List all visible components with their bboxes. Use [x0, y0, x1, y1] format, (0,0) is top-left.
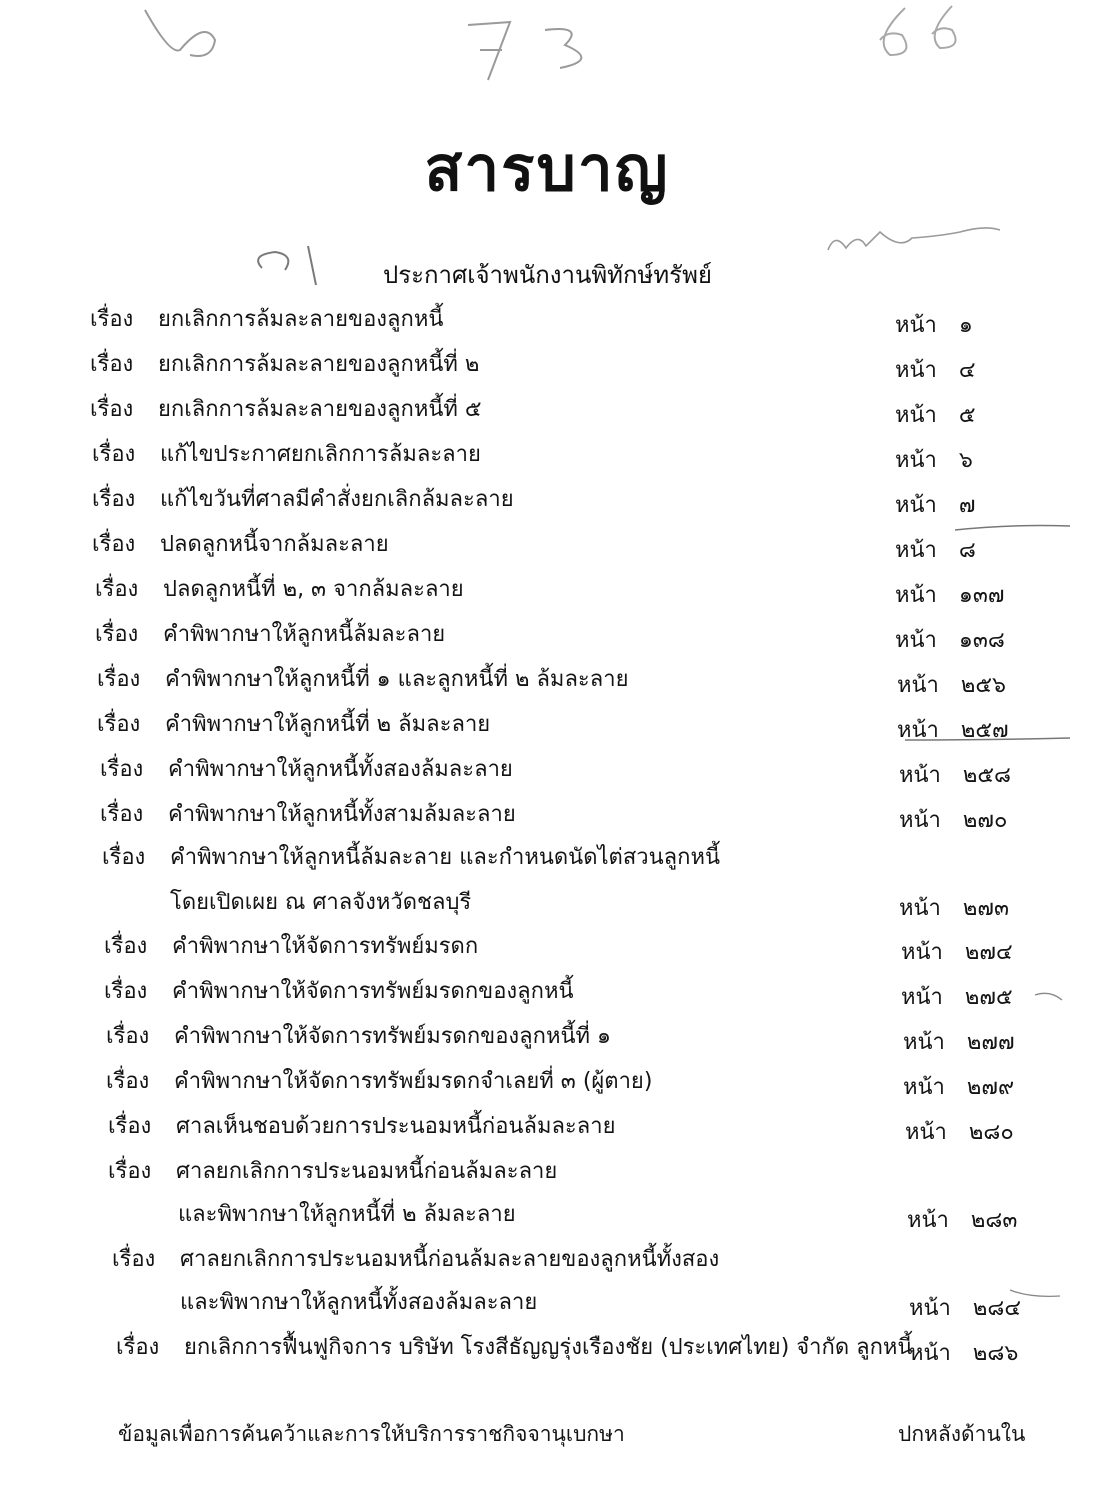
page-number: ๔ — [958, 358, 976, 383]
page-number: ๑ — [958, 313, 973, 338]
toc-entry-title: ปลดลูกหนี้ที่ ๒, ๓ จากล้มละลาย — [163, 577, 464, 602]
page-number: ๒๘๔ — [972, 1296, 1022, 1321]
page-label: หน้า — [909, 1341, 951, 1366]
toc-entry-page — [897, 716, 1019, 746]
handwritten-mark-center — [468, 22, 581, 80]
toc-entry-title: คำพิพากษาให้ลูกหนี้ล้มละลาย — [163, 622, 446, 647]
page-number: ๒๘๓ — [970, 1208, 1018, 1233]
toc-entry — [108, 1157, 557, 1187]
toc-entry-lead: เรื่อง — [100, 757, 144, 782]
handwritten-mark-right — [880, 6, 956, 55]
toc-entry — [92, 440, 481, 470]
section-heading: ประกาศเจ้าพนักงานพิทักษ์ทรัพย์ — [383, 261, 712, 289]
page-number: ๖ — [958, 448, 973, 473]
toc-entry — [104, 932, 478, 962]
toc-entry-lead: เรื่อง — [92, 442, 136, 467]
toc-entry — [97, 665, 628, 695]
toc-entry-lead: เรื่อง — [108, 1159, 152, 1184]
page-label: หน้า — [909, 1296, 951, 1321]
toc-entry-page — [899, 761, 1021, 791]
page-number: ๗ — [958, 493, 976, 518]
toc-entry-title: คำพิพากษาให้ลูกหนี้ที่ ๒ ล้มละลาย — [165, 712, 491, 737]
page-number: ๒๗๐ — [962, 808, 1008, 833]
toc-entry-page — [907, 1206, 1029, 1236]
toc-entry-lead: เรื่อง — [116, 1335, 160, 1360]
toc-entry-title: คำพิพากษาให้จัดการทรัพย์มรดก — [172, 934, 479, 959]
toc-entry-page — [895, 401, 1017, 431]
page-number: ๒๘๐ — [968, 1120, 1014, 1145]
page-number: ๑๓๘ — [958, 628, 1005, 653]
page-number: ๒๕๘ — [962, 763, 1012, 788]
page-label: หน้า — [899, 896, 941, 921]
toc-entry-page — [895, 446, 1017, 476]
toc-entry — [110, 1200, 516, 1230]
toc-entry — [92, 485, 514, 515]
toc-entry-title: แก้ไขประกาศยกเลิกการล้มละลาย — [160, 442, 481, 467]
page-label: หน้า — [901, 940, 943, 965]
toc-entry-title: ยกเลิกการล้มละลายของลูกหนี้ที่ ๒ — [158, 352, 480, 377]
toc-entry-title: ยกเลิกการฟื้นฟูกิจการ บริษัท โรงสีธัญญรุ่งเรืองชัย (ประเทศไทย) จำกัด ลูกหนี้ — [184, 1335, 913, 1360]
toc-entry-title: และพิพากษาให้ลูกหนี้ทั้งสองล้มละลาย — [180, 1290, 538, 1315]
handwritten-mark-left — [145, 10, 215, 56]
toc-entry — [112, 1288, 537, 1318]
pen-line-3 — [1035, 993, 1062, 1000]
toc-entry-lead: เรื่อง — [112, 1247, 156, 1272]
toc-entry — [100, 800, 516, 830]
toc-entry — [116, 1333, 912, 1363]
toc-entry-title: ศาลยกเลิกการประนอมหนี้ก่อนล้มละลาย — [176, 1159, 558, 1184]
toc-entry — [90, 305, 443, 335]
toc-entry-lead: เรื่อง — [90, 307, 134, 332]
page-label: หน้า — [901, 985, 943, 1010]
toc-entry-lead: เรื่อง — [95, 577, 139, 602]
handwritten-note-left — [258, 246, 316, 285]
page-number: ๒๗๗ — [966, 1030, 1015, 1055]
toc-entry — [102, 888, 471, 918]
page-label: หน้า — [899, 808, 941, 833]
toc-entry-lead: เรื่อง — [102, 845, 146, 870]
toc-entry-title: คำพิพากษาให้ลูกหนี้ทั้งสองล้มละลาย — [168, 757, 513, 782]
page-label: หน้า — [895, 313, 937, 338]
page-label: หน้า — [897, 673, 939, 698]
toc-entry-page — [895, 356, 1017, 386]
toc-entry — [102, 843, 720, 873]
toc-entry — [90, 395, 482, 425]
toc-entry-lead: เรื่อง — [95, 622, 139, 647]
toc-entry-lead — [102, 888, 170, 918]
toc-entry-title: คำพิพากษาให้ลูกหนี้ทั้งสามล้มละลาย — [168, 802, 516, 827]
page-label: หน้า — [905, 1120, 947, 1145]
toc-entry-title: โดยเปิดเผย ณ ศาลจังหวัดชลบุรี — [170, 890, 472, 915]
toc-entry-lead: เรื่อง — [92, 532, 136, 557]
page-number: ๒๗๙ — [966, 1075, 1015, 1100]
toc-entry-title: ยกเลิกการล้มละลายของลูกหนี้ — [158, 307, 444, 332]
page-number: ๒๕๗ — [960, 718, 1009, 743]
toc-entry-page — [905, 1118, 1027, 1148]
toc-entry-page — [903, 1028, 1025, 1058]
toc-entry-page — [895, 626, 1017, 656]
toc-entry-lead: เรื่อง — [106, 1069, 150, 1094]
toc-entry-page — [901, 938, 1023, 968]
toc-entry-page — [895, 536, 1017, 566]
toc-entry-lead — [112, 1288, 180, 1318]
toc-entry-lead — [110, 1200, 178, 1230]
page-label: หน้า — [897, 718, 939, 743]
page-label: หน้า — [895, 628, 937, 653]
toc-entry — [90, 350, 479, 380]
page-label: หน้า — [899, 763, 941, 788]
toc-entry-lead: เรื่อง — [104, 934, 148, 959]
toc-entry-title: แก้ไขวันที่ศาลมีคำสั่งยกเลิกล้มละลาย — [160, 487, 514, 512]
page-label: หน้า — [895, 583, 937, 608]
toc-entry-page — [895, 581, 1017, 611]
toc-entry-lead: เรื่อง — [100, 802, 144, 827]
toc-entry — [106, 1067, 652, 1097]
page-label: หน้า — [903, 1075, 945, 1100]
page-number: ๒๗๓ — [962, 896, 1009, 921]
page-label: หน้า — [895, 448, 937, 473]
toc-entry-page — [897, 671, 1019, 701]
toc-entry-page — [899, 894, 1021, 924]
page-label: หน้า — [895, 493, 937, 518]
toc-entry-title: คำพิพากษาให้จัดการทรัพย์มรดกของลูกหนี้ที่ ๑ — [174, 1024, 611, 1049]
toc-entry-page — [909, 1339, 1031, 1369]
toc-entry-page — [901, 983, 1023, 1013]
page-label: หน้า — [907, 1208, 949, 1233]
toc-entry-page — [895, 491, 1017, 521]
toc-entry-lead: เรื่อง — [97, 667, 141, 692]
toc-entry-title: ยกเลิกการล้มละลายของลูกหนี้ที่ ๕ — [158, 397, 482, 422]
toc-entry-lead: เรื่อง — [97, 712, 141, 737]
toc-entry — [106, 1022, 611, 1052]
footer-source-note: ข้อมูลเพื่อการค้นคว้าและการให้บริการราชกิจจานุเบกษา — [118, 1422, 625, 1446]
toc-entry-title: ศาลยกเลิกการประนอมหนี้ก่อนล้มละลายของลูกหนี้ทั้งสอง — [180, 1247, 720, 1272]
toc-entry-lead: เรื่อง — [104, 979, 148, 1004]
toc-entry-title: คำพิพากษาให้จัดการทรัพย์มรดกของลูกหนี้ — [172, 979, 574, 1004]
page-label: หน้า — [903, 1030, 945, 1055]
page-number: ๒๗๔ — [964, 940, 1013, 965]
toc-entry-page — [899, 806, 1021, 836]
page-label: หน้า — [895, 403, 937, 428]
toc-entry-lead: เรื่อง — [108, 1114, 152, 1139]
toc-entry — [95, 575, 464, 605]
toc-entry — [95, 620, 445, 650]
page-title: สารบาญ — [424, 132, 670, 205]
toc-entry — [108, 1112, 615, 1142]
toc-entry-title: ศาลเห็นชอบด้วยการประนอมหนี้ก่อนล้มละลาย — [176, 1114, 616, 1139]
page-number: ๘ — [958, 538, 976, 563]
toc-entry — [97, 710, 490, 740]
toc-entry-title: คำพิพากษาให้ลูกหนี้ที่ ๑ และลูกหนี้ที่ ๒ ล้มละลาย — [165, 667, 629, 692]
page-number: ๒๕๖ — [960, 673, 1007, 698]
toc-entry — [104, 977, 574, 1007]
toc-entry-lead: เรื่อง — [106, 1024, 150, 1049]
toc-entry-page — [895, 311, 1017, 341]
page-number: ๒๗๕ — [964, 985, 1013, 1010]
toc-entry — [92, 530, 389, 560]
footer-page-ref: ปกหลังด้านใน — [898, 1422, 1026, 1446]
pen-line-1 — [955, 526, 1070, 531]
toc-entry-lead: เรื่อง — [90, 397, 134, 422]
toc-entry-page — [903, 1073, 1025, 1103]
page-label: หน้า — [895, 538, 937, 563]
toc-entry-page — [909, 1294, 1031, 1324]
toc-entry-title: คำพิพากษาให้จัดการทรัพย์มรดกจำเลยที่ ๓ (ผู้ตาย) — [174, 1069, 653, 1094]
toc-entry-lead: เรื่อง — [92, 487, 136, 512]
toc-entry-lead: เรื่อง — [90, 352, 134, 377]
toc-entry-title: และพิพากษาให้ลูกหนี้ที่ ๒ ล้มละลาย — [178, 1202, 516, 1227]
page-label: หน้า — [895, 358, 937, 383]
toc-entry-title: คำพิพากษาให้ลูกหนี้ล้มละลาย และกำหนดนัดไต่สวนลูกหนี้ — [170, 845, 721, 870]
page-number: ๑๓๗ — [958, 583, 1005, 608]
toc-entry — [100, 755, 513, 785]
page-number: ๕ — [958, 403, 976, 428]
toc-entry-title: ปลดลูกหนี้จากล้มละลาย — [160, 532, 389, 557]
toc-entry — [112, 1245, 719, 1275]
page-number: ๒๘๖ — [972, 1341, 1019, 1366]
